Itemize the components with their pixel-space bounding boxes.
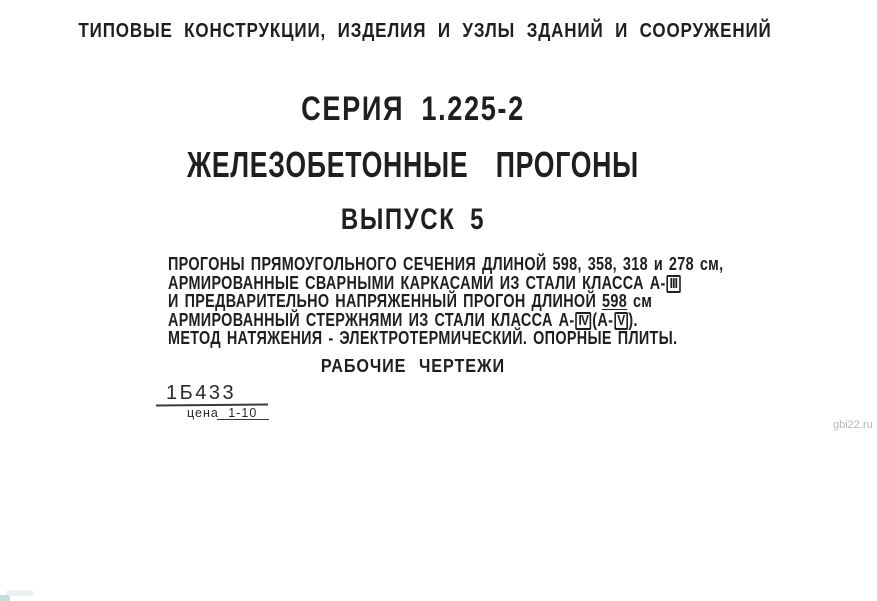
boxed-steel-class: V	[614, 312, 628, 330]
boxed-steel-class: III	[666, 275, 680, 293]
watermark: gbi22.ru	[833, 419, 873, 431]
description-line	[168, 329, 723, 348]
main-title: ЖЕЛЕЗОБЕТОННЫЕ ПРОГОНЫ	[187, 144, 639, 185]
stamp-code: 1Б433	[166, 382, 237, 404]
stamp-price-label: цена 1-10	[187, 406, 258, 420]
underlined-value: 598	[602, 291, 628, 311]
document-category-line: ТИПОВЫЕ КОНСТРУКЦИИ, ИЗДЕЛИЯ И УЗЛЫ ЗДАНИЙ И СООРУЖЕНИЙ	[78, 20, 772, 42]
description-text: ).	[628, 309, 638, 330]
description-line	[168, 311, 723, 330]
corner-mark	[0, 595, 10, 601]
description-text: МЕТОД НАТЯЖЕНИЯ - ЭЛЕКТРОТЕРМИЧЕСКИЙ. ОПОРНЫЕ ПЛИТЫ.	[168, 328, 678, 348]
description-text: АРМИРОВАННЫЙ СТЕРЖНЯМИ ИЗ СТАЛИ КЛАССА А-	[168, 309, 575, 330]
description-line	[168, 255, 723, 274]
description-block	[168, 255, 723, 348]
description-text: ПРОГОНЫ ПРЯМОУГОЛЬНОГО СЕЧЕНИЯ ДЛИНОЙ 598, 358, 318 и 278 см,	[168, 254, 724, 274]
scan-smudge	[6, 590, 34, 596]
description-text: см	[627, 291, 653, 311]
boxed-steel-class: IV	[575, 312, 591, 330]
issue-title: ВЫПУСК 5	[340, 203, 486, 236]
stamp-divider-bottom	[217, 419, 269, 420]
description-line	[168, 292, 723, 311]
working-drawings-label: РАБОЧИЕ ЧЕРТЕЖИ	[320, 356, 506, 376]
series-title: СЕРИЯ 1.225-2	[301, 90, 525, 128]
description-text: АРМИРОВАННЫЕ СВАРНЫМИ КАРКАСАМИ ИЗ СТАЛИ КЛАССА А-	[168, 272, 666, 293]
description-text: (А-	[592, 309, 614, 330]
description-line	[168, 274, 723, 293]
description-text: И ПРЕДВАРИТЕЛЬНО НАПРЯЖЕННЫЙ ПРОГОН ДЛИНОЙ	[168, 291, 603, 311]
